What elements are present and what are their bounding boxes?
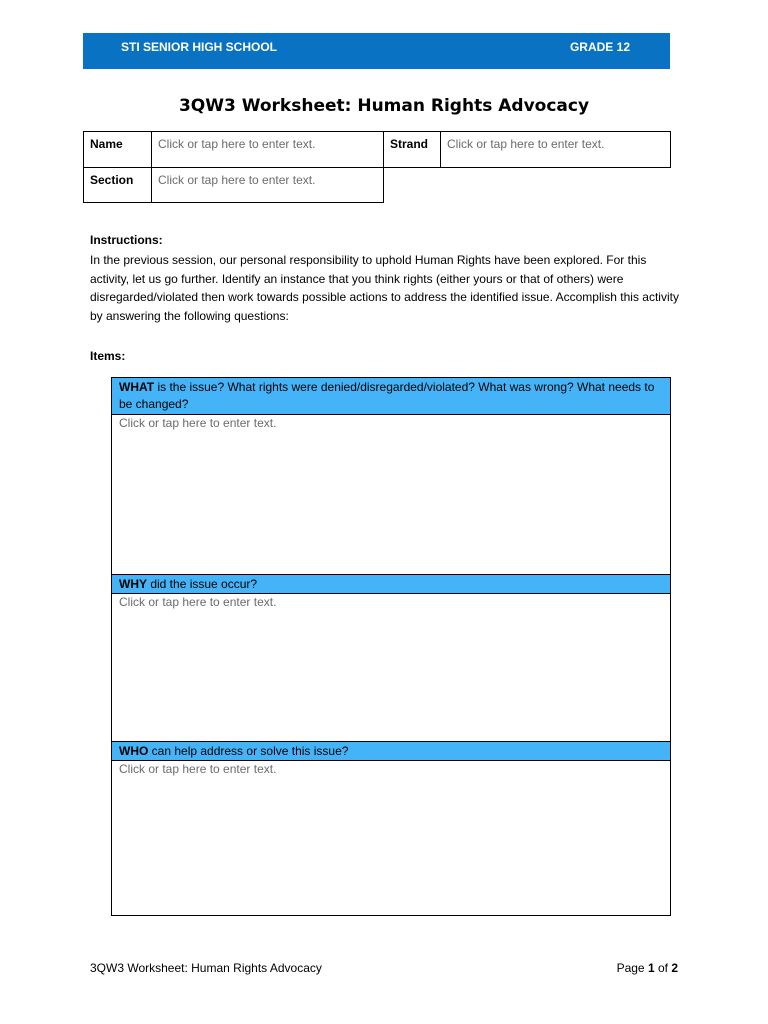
items-label: Items: xyxy=(90,349,126,363)
section-field[interactable]: Click or tap here to enter text. xyxy=(152,168,384,203)
grade-level: GRADE 12 xyxy=(569,40,630,54)
question-why-answer-field[interactable]: Click or tap here to enter text. xyxy=(119,595,277,609)
question-keyword: WHAT xyxy=(119,380,155,394)
instructions-heading: Instructions: xyxy=(90,233,163,247)
page-current: 1 xyxy=(647,961,655,975)
question-keyword: WHO xyxy=(119,744,149,758)
school-name: STI SENIOR HIGH SCHOOL xyxy=(121,40,278,54)
name-field[interactable]: Click or tap here to enter text. xyxy=(152,132,384,168)
question-why-block xyxy=(111,574,671,742)
question-text: did the issue occur? xyxy=(147,577,258,591)
strand-label: Strand xyxy=(384,132,441,168)
info-table-row1 xyxy=(83,131,671,168)
question-what-block xyxy=(111,377,671,575)
question-text: is the issue? What rights were denied/disregarded/violated? What was wrong? What needs to be changed? xyxy=(119,380,655,411)
page-prefix: Page xyxy=(616,961,648,975)
header-bar xyxy=(83,33,670,69)
question-keyword: WHY xyxy=(119,577,147,591)
strand-field[interactable]: Click or tap here to enter text. xyxy=(441,132,671,168)
worksheet-title: 3QW3 Worksheet: Human Rights Advocacy xyxy=(178,96,590,116)
instructions-body: In the previous session, our personal responsibility to uphold Human Rights have been explored. For this activity, let us go further. Identify an instance that you think rights (either yours or that of others) were disregarded/violated then work towards possible actions to address the identified issue. Accomplish this activity by answering the following questions: xyxy=(90,253,679,323)
page-of: of xyxy=(654,961,672,975)
page-total: 2 xyxy=(671,961,678,975)
question-what-heading xyxy=(112,378,670,415)
section-label: Section xyxy=(84,168,152,203)
name-label: Name xyxy=(84,132,152,168)
page-number xyxy=(617,961,678,975)
info-table-row2 xyxy=(83,167,384,203)
question-who-heading xyxy=(112,742,670,761)
question-who-answer-field[interactable]: Click or tap here to enter text. xyxy=(119,762,277,776)
question-text: can help address or solve this issue? xyxy=(148,744,349,758)
question-what-answer-field[interactable]: Click or tap here to enter text. xyxy=(119,416,277,430)
footer-title: 3QW3 Worksheet: Human Rights Advocacy xyxy=(90,961,322,975)
question-who-block xyxy=(111,741,671,916)
question-why-heading xyxy=(112,575,670,594)
